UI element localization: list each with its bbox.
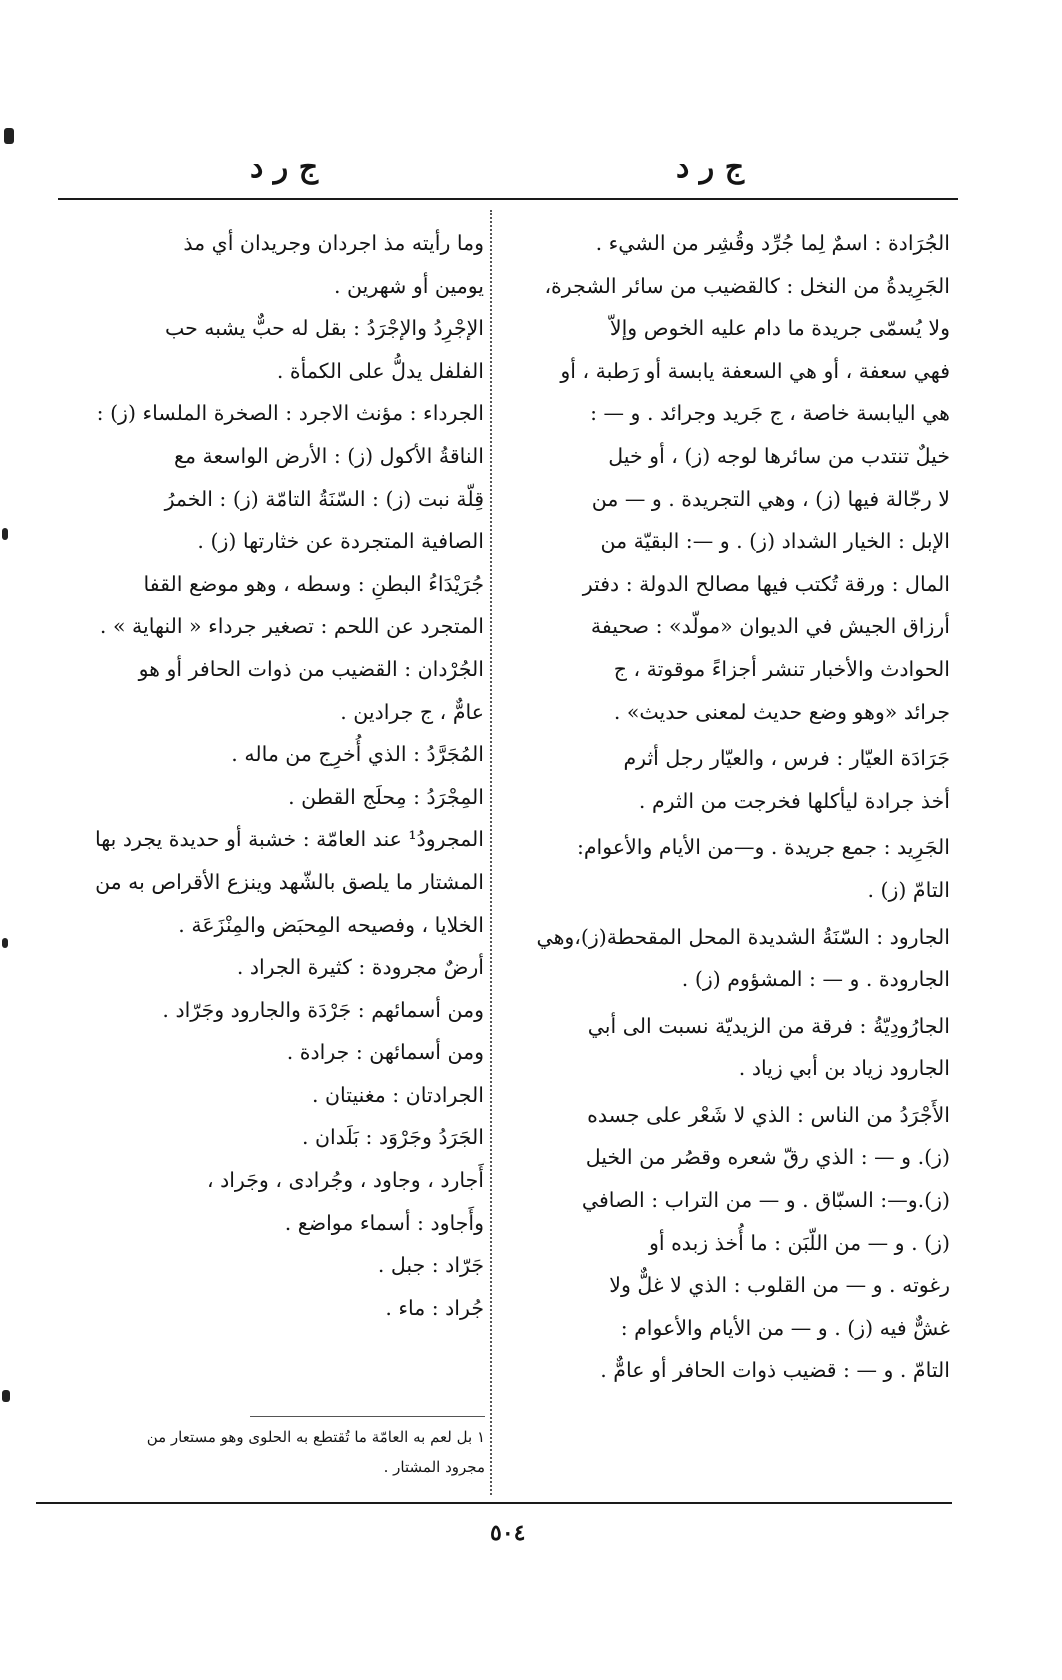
text-line: وأَجاود : أسماء مواضع . xyxy=(284,1210,484,1235)
text-line: الصافية المتجردة عن خثارتها (ز) . xyxy=(197,529,484,554)
text-line: الجَرَدُ وجَرْوَد : بَلَدان . xyxy=(301,1125,484,1150)
text-line: الجرادتان : مغنيتان . xyxy=(311,1082,484,1107)
text-line: خيلٌ تنتدب من سائرها لوجه (ز) ، أو خيل xyxy=(608,443,950,468)
text-line: غشٌّ فيه (ز) . و — من الأيام والأعوام : xyxy=(620,1315,950,1340)
text-line: ولا يُسمّى جريدة ما دام عليه الخوص وإلاّ xyxy=(609,316,950,341)
text-line: المتجرد عن اللحم : تصغير جرداء « النهاية » . xyxy=(99,614,484,639)
text-line: قِلّة نبت (ز) : السّنَةُ التامّة (ز) : الخمرُ xyxy=(164,486,484,511)
text-line: الخلايا ، وفصيحه المِحبَض والمِنْزَعَة . xyxy=(178,912,484,937)
left-column xyxy=(48,222,484,1329)
text-line: يومين أو شهرين . xyxy=(334,273,484,298)
page-number: ٥٠٤ xyxy=(490,1520,526,1546)
text-line: التامّ (ز) . xyxy=(867,877,950,902)
text-line: (ز) . و — من اللّبَن : ما أُخذ زبده أو xyxy=(648,1230,950,1255)
right-column xyxy=(502,222,950,1392)
text-line: (ز). و — : الذي رقّ شعره وقصُر من الخيل xyxy=(585,1145,950,1170)
scan-mark xyxy=(2,528,8,540)
text-line: أرزاق الجيش في الديوان «مولّد» : صحيفة xyxy=(590,614,950,639)
text-line: المال : ورقة تُكتب فيها مصالح الدولة : دفتر xyxy=(582,571,950,596)
text-line: الفلفل يدلُّ على الكمأة . xyxy=(276,358,484,383)
text-line: جُراد : ماء . xyxy=(385,1295,484,1320)
text-line: الجرداء : مؤنث الاجرد : الصخرة الملساء (ز) : xyxy=(96,401,484,426)
running-header-left: ج ر د xyxy=(250,150,319,185)
text-line: المِجْرَدُ : مِحلَج القطن . xyxy=(288,784,484,809)
footnote-line: مجرود المشتار . xyxy=(383,1458,485,1476)
text-line: أرضٌ مجرودة : كثيرة الجراد . xyxy=(236,955,484,980)
text-line: ومن أسمائهن : جرادة . xyxy=(286,1040,484,1065)
text-line: أَجارد ، وجاود ، وجُرادى ، وجَراد ، xyxy=(206,1168,484,1193)
text-line: الأَجْرَدُ من الناس : الذي لا شَعْر على جسده xyxy=(587,1102,950,1127)
text-line: جرائد «وهو وضع حديث لمعنى حديث» . xyxy=(613,699,950,724)
footer-rule xyxy=(36,1502,952,1504)
text-line: الإجْرِدُ والإجْرَدُ : بقل له حبٌّ يشبه حب xyxy=(164,316,484,341)
header-rule xyxy=(58,198,958,200)
text-line: جَرَادَة العيّار : فرس ، والعيّار رجل أثرم xyxy=(623,746,950,771)
running-header-right: ج ر د xyxy=(676,150,745,185)
text-line: لا رجّالة فيها (ز) ، وهي التجريدة . و — من xyxy=(591,486,950,511)
text-line: الجُرْدان : القضيب من ذوات الحافر أو هو xyxy=(138,656,484,681)
text-line: الجارود زياد بن أبي زياد . xyxy=(738,1056,950,1081)
text-line: الجَرِيد : جمع جريدة . و—من الأيام والأعوام: xyxy=(576,835,950,860)
text-line: المشتار ما يلصق بالشّهد وينزع الأقراص به من xyxy=(95,869,484,894)
text-line: رغوته . و — من القلوب : الذي لا غلٌّ ولا xyxy=(609,1273,950,1298)
text-line: هي اليابسة خاصة ، ج جَريد وجرائد . و — : xyxy=(590,401,950,426)
scan-mark xyxy=(2,1390,10,1402)
text-line: الجَرِيدةُ من النخل : كالقضيب من سائر الشجرة، xyxy=(544,273,950,298)
footnote xyxy=(40,1422,485,1482)
text-line: عامٌّ ، ج جرادين . xyxy=(340,699,484,724)
text-line: جَرّاد : جبل . xyxy=(377,1253,484,1278)
text-line: الناقةُ الأكول (ز) : الأرض الواسعة مع xyxy=(174,443,484,468)
text-line: وما رأيته مذ اجردان وجريدان أي مذ xyxy=(183,231,484,255)
text-line: الجُرَادة : اسمٌ لِما جُرِّد وقُشِر من الشيء . xyxy=(595,231,950,255)
text-line: المجرودُ¹ عند العامّة : خشبة أو حديدة يجرد بها xyxy=(94,827,484,852)
scan-mark xyxy=(4,128,14,144)
text-line: (ز).و—: السبّاق . و — من التراب : الصافي xyxy=(581,1188,950,1213)
text-line: الإبل : الخيار الشداد (ز) . و —: البقيّة من xyxy=(600,529,950,554)
scan-mark xyxy=(2,938,8,948)
text-line: جُرَيْدَاءُ البطنِ : وسطه ، وهو موضع القفا xyxy=(143,571,484,596)
footnote-line: ١ بل لعم به العامّة ما تُقتطع به الحلوى وهو مستعار من xyxy=(146,1428,485,1446)
text-line: أخذ جرادة ليأكلها فخرجت من الثرم . xyxy=(638,788,950,813)
text-line: الجارود : السّنَةُ الشديدة المحل المقحطة(ز)،وهي xyxy=(536,924,950,949)
text-line: المُجَرَّدُ : الذي أُخرِج من ماله . xyxy=(231,742,484,767)
text-line: الجارُودِيّةُ : فرقة من الزيديّة نسبت الى أبي xyxy=(587,1013,950,1038)
text-line: الجارودة . و — : المشؤوم (ز) . xyxy=(681,967,950,992)
column-divider xyxy=(490,210,492,1495)
text-line: التامّ . و — : قضيب ذوات الحافر أو عامٌّ . xyxy=(600,1358,950,1383)
text-line: ومن أسمائهم : جَرْدَة والجارود وجَرّاد . xyxy=(162,997,484,1022)
footnote-rule xyxy=(250,1416,485,1417)
text-line: الحوادث والأخبار تنشر أجزاءً موقوتة ، ج xyxy=(613,656,950,681)
text-line: فهي سعفة ، أو هي السعفة يابسة أو رَطبة ، أو xyxy=(560,358,950,383)
